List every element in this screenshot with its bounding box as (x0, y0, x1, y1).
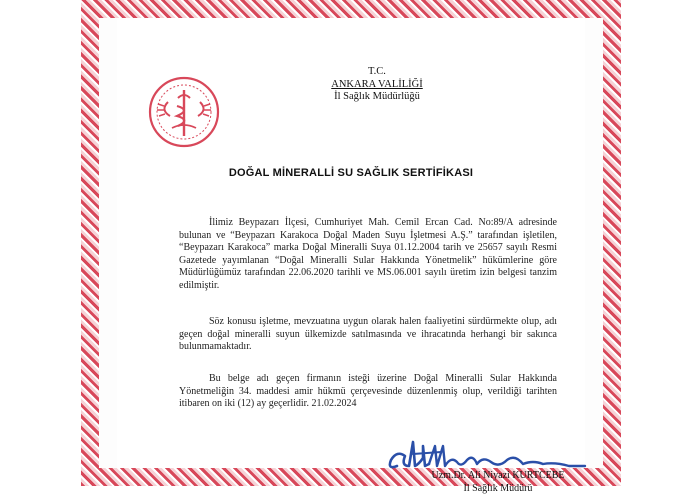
certificate-border (81, 0, 621, 486)
header-line-tc: T.C. (267, 66, 487, 79)
paragraph-validity: Bu belge adı geçen firmanın isteği üzerine Doğal Mineralli Sular Hakkında Yönetmeliğin 34. maddesi amir hükmü çerçevesinde düzenlenmiş olup, verildiği tarihten itibaren on iki (12) ay geçerlidir. 21.02.2024 (179, 373, 557, 411)
paragraph-status: Söz konusu işletme, mevzuatına uygun olarak halen faaliyetini sürdürmekte olup, adı geçen doğal mineralli suyun ülkemizde satılmasında ve ihracatında herhangi bir sakınca bulunmamaktadır. (179, 316, 557, 354)
issuer-header (267, 66, 487, 104)
health-ministry-emblem-icon (148, 76, 220, 148)
signer-block (413, 470, 583, 495)
document-title: DOĞAL MİNERALLİ SU SAĞLIK SERTİFİKASI (117, 167, 585, 179)
signer-name: Uzm.Dr. Ali Niyazi KURTCEBE (413, 470, 583, 483)
header-line-directorate: İl Sağlık Müdürlüğü (267, 91, 487, 104)
paragraph-facility: İlimiz Beypazarı İlçesi, Cumhuriyet Mah. Cemil Ercan Cad. No:89/A adresinde bulunan ve “Beypazarı Karakoca Doğal Maden Suyu İşletmesi A.Ş.” tarafından işletilen, “Beypazarı Karakoca” marka Doğal Mineralli Suya 01.12.2004 tarih ve 25657 sayılı Resmi Gazetede yayımlanan “Doğal Mineralli Sular Hakkında Yönetmelik” hükümlerine göre Müdürlüğümüz tarafından 22.06.2020 tarihli ve MS.06.001 sayılı üretim izin belgesi tanzim edilmiştir. (179, 217, 557, 293)
signer-position: İl Sağlık Müdürü (413, 483, 583, 495)
certificate-body (117, 18, 585, 468)
header-line-governorship: ANKARA VALİLİĞİ (267, 79, 487, 92)
